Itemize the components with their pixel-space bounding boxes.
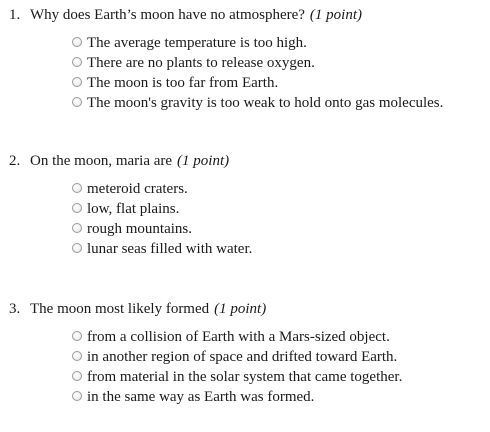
question-points: (1 point) <box>309 7 362 23</box>
answer-options <box>72 33 443 113</box>
answer-option[interactable] <box>72 367 402 387</box>
answer-option[interactable] <box>72 179 252 199</box>
answer-option-label: from material in the solar system that came together. <box>87 369 403 385</box>
answer-option[interactable] <box>72 199 252 219</box>
question-3-heading <box>9 300 266 318</box>
answer-option[interactable] <box>72 387 402 407</box>
answer-option[interactable] <box>72 219 252 239</box>
answer-option-label: in the same way as Earth was formed. <box>87 389 315 405</box>
answer-option-label: rough mountains. <box>87 221 192 237</box>
radio-button-icon[interactable] <box>72 203 82 213</box>
answer-option[interactable] <box>72 239 252 259</box>
answer-option[interactable] <box>72 93 443 113</box>
radio-button-icon[interactable] <box>72 243 82 253</box>
question-text: The moon most likely formed <box>30 301 210 317</box>
answer-options <box>72 327 402 407</box>
question-text: Why does Earth’s moon have no atmosphere? <box>30 7 305 23</box>
answer-option-label: lunar seas filled with water. <box>87 241 253 257</box>
answer-option[interactable] <box>72 73 443 93</box>
question-2-heading <box>9 152 229 170</box>
radio-button-icon[interactable] <box>72 391 82 401</box>
answer-option-label: meteroid craters. <box>87 181 188 197</box>
answer-option-label: There are no plants to release oxygen. <box>87 55 315 71</box>
radio-button-icon[interactable] <box>72 223 82 233</box>
question-1-heading <box>9 6 362 24</box>
answer-option[interactable] <box>72 53 443 73</box>
radio-button-icon[interactable] <box>72 97 82 107</box>
radio-button-icon[interactable] <box>72 37 82 47</box>
answer-option[interactable] <box>72 33 443 53</box>
question-number: 2. <box>9 153 21 169</box>
answer-option[interactable] <box>72 347 402 367</box>
question-number: 1. <box>9 7 21 23</box>
radio-button-icon[interactable] <box>72 77 82 87</box>
radio-button-icon[interactable] <box>72 183 82 193</box>
answer-option-label: The moon is too far from Earth. <box>87 75 279 91</box>
answer-options <box>72 179 252 259</box>
answer-option-label: from a collision of Earth with a Mars-sized object. <box>87 329 390 345</box>
answer-option-label: in another region of space and drifted toward Earth. <box>87 349 398 365</box>
question-text: On the moon, maria are <box>30 153 173 169</box>
question-points: (1 point) <box>177 153 230 169</box>
answer-option-label: low, flat plains. <box>87 201 180 217</box>
question-points: (1 point) <box>214 301 267 317</box>
answer-option-label: The moon's gravity is too weak to hold onto gas molecules. <box>87 95 444 111</box>
answer-option[interactable] <box>72 327 402 347</box>
radio-button-icon[interactable] <box>72 371 82 381</box>
radio-button-icon[interactable] <box>72 351 82 361</box>
radio-button-icon[interactable] <box>72 331 82 341</box>
question-number: 3. <box>9 301 21 317</box>
radio-button-icon[interactable] <box>72 57 82 67</box>
answer-option-label: The average temperature is too high. <box>87 35 307 51</box>
